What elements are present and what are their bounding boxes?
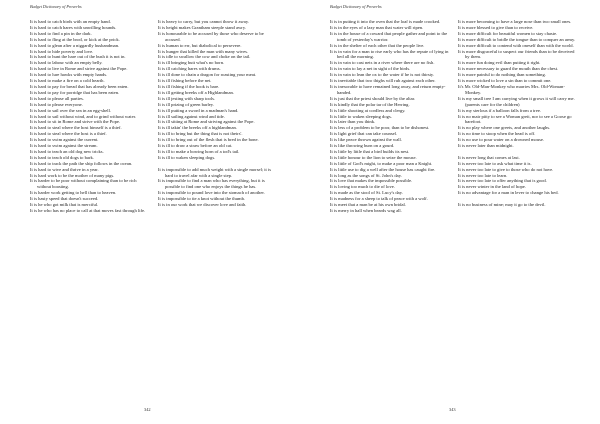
proverb-entry: It is my sterlous if a balloon falls from a tree.	[458, 107, 542, 113]
proverb-entry: It is honourable to be accused by those who deserve to be accused.	[158, 30, 264, 42]
proverb-entry: It is in vain to cast nets in a river where there are no fish.	[330, 60, 435, 66]
proverb-entry: It is no time to stoop when the head is off.	[458, 131, 536, 137]
proverb-entry: It is in our work that we discover love and faith.	[158, 202, 247, 208]
proverb-entry: It is hard to hunt the hare out of the bush it is not in.	[30, 54, 126, 60]
proverb-entry: It is hard to catch hares with unwilling hounds.	[30, 24, 117, 30]
proverb-entry: It is hard to glean after a niggardly husbandman.	[30, 42, 120, 48]
proverb-entry: It is ill to draw a straw before an old cat.	[158, 143, 233, 149]
page-number: 343	[449, 407, 456, 412]
proverb-entry: It is kindly that the polar tar of the Herring.	[330, 101, 410, 107]
proverb-entry: It is made as the stool of St. Lucy's day.	[330, 190, 403, 196]
proverb-entry: It is never too late to learn.	[458, 172, 508, 178]
proverb-entry: It is in the house of a coward that people gather and point to the tomb of yesterday's warrior.	[330, 30, 448, 42]
proverb-entry: It is loving too much to die of love.	[330, 184, 395, 190]
column-1	[330, 19, 450, 214]
proverb-entry: It is ill jesting with sharp tools.	[158, 95, 216, 101]
proverb-entry: It is hard to lure hawks with empty hands.	[30, 72, 108, 78]
proverb-entry: It is like peace thrown against the wall.	[330, 137, 402, 143]
proverb-entry: It is ill fishing before the net.	[158, 78, 212, 84]
proverb-entry: It is height makes Grantham steeple stand awry.	[158, 24, 246, 30]
proverb-entry: It is just that the priest should live by the altar.	[330, 95, 416, 101]
proverb-entry: It is hard to steal where the host himself is a thief.	[30, 125, 122, 131]
proverb-entry: It is more fun doing evil than putting it right.	[458, 60, 541, 66]
proverb-entry: It is long as the songs of St. John's day.	[330, 172, 402, 178]
proverb-entry: It is never long that comes at last.	[458, 154, 520, 160]
proverb-entry: It is hard to teach old dogs to bark.	[30, 154, 94, 160]
proverb-entry: It is hard to swim against the current.	[30, 137, 99, 143]
proverb-entry: It is ill catching hares with drums.	[158, 66, 221, 72]
proverb-entry: It is heavy to carry, but you cannot throw it away.	[158, 19, 249, 24]
proverb-entry: It is in the shelter of each other that the people live.	[330, 42, 425, 48]
proverb-entry: It is little of God's might, to make a poor man a Knight.	[330, 160, 433, 166]
right-page	[300, 0, 600, 424]
proverb-entry: It is in vain to lean the ox to the water if he is not thirsty.	[330, 72, 435, 78]
proverb-entry: It is impossible to pound love into the stomach of another.	[158, 190, 265, 196]
proverb-entry: It is hard to find a pin in the dark.	[30, 30, 92, 36]
proverb-entry: It is meet that a man be at his own bridal.	[330, 202, 406, 208]
proverb-entry: It is ill to bring but the thing that is not theirs'.	[158, 131, 243, 137]
proverb-entry: It is ill fishing if the hook is bare.	[158, 83, 220, 89]
proverb-entry: It is hard work to be the mother of many pigs.	[30, 172, 115, 178]
proverb-entry: It is hard to please everyone.	[30, 101, 83, 107]
proverb-entry: It is hard to wive and thrive in a year.	[30, 166, 99, 172]
proverb-entry: It is in vain for a man to rise early who has the repute of lying in bed all the morning.	[330, 48, 449, 60]
proverb-entry: It is never later than midnight.	[458, 143, 514, 149]
column-2	[458, 19, 578, 208]
proverb-entry: It is inevitable that two thighs will rub against each other.	[330, 78, 436, 84]
proverb-entry: It is little by little that a bird builds its nest.	[330, 148, 410, 154]
proverb-entry: It is ill getting breeks off a Highlandman.	[158, 89, 234, 95]
proverb-entry: It is no mair pitty to see a Woman greit, nor to see a Goose go barefoot.	[458, 113, 572, 125]
proverb-entry: It is more difficult for beautiful women to stay chaste.	[458, 30, 558, 36]
proverb-entry: It is no business of mine; may it go to the devil.	[458, 202, 546, 208]
proverb-entry: It is ill sitting at Rome and striving against the Pope.	[158, 119, 255, 125]
proverb-entry: It is more difficult to bridle the tongue than to conquer an army.	[458, 36, 576, 42]
proverb-entry: It is little use to dig a well after the house has caught fire.	[330, 166, 436, 172]
proverb-entry: It is little shooting at cordless and clergy.	[330, 107, 406, 113]
proverb-entry: It is inexorable to have remained long away, and return empty-handed.	[330, 83, 446, 95]
proverb-entry: It is hard to pay for bread that has already been eaten.	[30, 83, 129, 89]
running-header: Budget Dictionary of Proverbs	[330, 4, 382, 9]
proverb-entry: It is more necessary to guard the mouth than the chest.	[458, 66, 559, 72]
proverb-entry: It is ill prizing of green barley.	[158, 101, 214, 107]
proverb-entry: It is no play where one greets, and another laughs.	[458, 125, 551, 131]
proverb-entry: It is more blessed to give than to receive.	[458, 24, 534, 30]
proverb-entry: It is more painful to do nothing than something.	[458, 72, 546, 78]
proverb-entry: It is ill to waken sleeping dogs.	[158, 154, 216, 160]
proverb-entry: It is no use to pour water on a drowned mouse.	[458, 137, 545, 143]
proverb-entry: It is ill to make a bowing horn of a tod's tail.	[158, 148, 240, 154]
proverb-entry: It is light grief that can take counsel.	[330, 131, 398, 137]
proverb-entry: It is impossible to tie a knot without the thumb.	[158, 196, 246, 202]
proverb-entry: It is hard to sit in Rome and strive with the Pope.	[30, 119, 121, 125]
running-header: Budget Dictionary of Proverbs	[30, 4, 82, 9]
proverb-entry: It is impossible to add much weight with a single morsel; it is hard to travel afar with a single step.	[158, 166, 272, 178]
column-1	[30, 19, 150, 214]
proverb-entry: It is hard to live in Rome and strive against the Pope.	[30, 66, 128, 72]
proverb-entry: It is harder work getting to hell than to heaven.	[30, 190, 117, 196]
proverb-entry: It is in vain to lay a net in sight of the birds.	[330, 66, 411, 72]
proverb-entry: It is never too late to offer anything that is good.	[458, 178, 547, 184]
proverb-entry: It is never too late to give to those who do not have.	[458, 166, 554, 172]
proverb-entry: It is hard to hide poverty and love.	[30, 48, 94, 54]
proverb-entry: It is love that makes the impossible possible.	[330, 178, 413, 184]
proverb-entry: It is merry in hall when beards wag all.	[330, 208, 402, 213]
proverb-entry: It is he who has no place to call at that moves fast through life.	[30, 208, 146, 213]
proverb-entry: It is hard to track the path the ship follows in the ocean.	[30, 160, 133, 166]
proverb-entry: It is like throwing burn on a gourd.	[330, 143, 395, 149]
proverb-entry: It is never winter in the land of hope.	[458, 184, 526, 190]
proverb-entry: It is madness for a sheep to talk of peace with a wolf.	[330, 196, 428, 202]
proverb-entry: It is no advantage for a man in lever to change his bed.	[458, 190, 559, 196]
proverb-entry: It is more disgraceful to suspect our friends than to be deceived by them.	[458, 48, 575, 60]
proverb-entry: It is ill takin' the breeks off a highlandman.	[158, 125, 237, 131]
proverb-entry: It is my small tree I am carrying when it grows it will carry me. (parents care for the children)	[458, 95, 575, 107]
proverb-entry: It is idle to swallow the cow and choke on the tail.	[158, 54, 251, 60]
proverb-entry: It is hard to sail without wind, and to grind without water.	[30, 113, 137, 119]
proverb-entry: It is more difficult to contend with oneself than with the world.	[458, 42, 574, 48]
proverb-entry: It is hard to labour with an empty belly.	[30, 60, 103, 66]
proverb-entry: It is in putting it into the oven that the loaf is made crooked.	[330, 19, 441, 24]
proverb-entry: It is hard to fling at the brod, or kick at the prick.	[30, 36, 120, 42]
proverb-entry: It is in the eyes of a lazy man that water will ripen.	[330, 24, 424, 30]
proverb-entry: It is human to err, but diabolical to persevere.	[158, 42, 242, 48]
proverb-entry: It is harder to be poor without complaining than to be rich without boasting.	[30, 178, 137, 190]
proverb-entry: It is ill bringing butt what's no born.	[158, 60, 225, 66]
proverb-entry: It is impossible to find a man who has everything, but it is possible to find one who enjoys the things he has.	[158, 178, 265, 190]
proverb-entry: It is more wicked to love a sin than to commit one.	[458, 78, 552, 84]
proverb-entry: It is hard to steal where the host is a thief.	[30, 131, 107, 137]
proverb-entry: It is hard to swim against the stream.	[30, 143, 98, 149]
proverb-entry: It is more becoming to have a large nose than two small ones.	[458, 19, 572, 24]
proverb-entry: It is he who got milk that is merciful.	[30, 202, 99, 208]
proverb-entry: It is ill sailing against wind and tide.	[158, 113, 225, 119]
proverb-entry: It is little honour to the lion to seize the mouse.	[330, 154, 417, 160]
proverb-entry: It is ill to bring out of the flesh that is bred in the bone.	[158, 137, 259, 143]
page-number: 342	[144, 407, 151, 412]
proverb-entry: It is hard to catch birds with an empty hand.	[30, 19, 111, 24]
proverb-entry: It is hard to please all parties.	[30, 95, 84, 101]
proverb-entry: It is hasty speed that doesn't succeed.	[30, 196, 99, 202]
proverb-entry: It is little to waken sleeping dogs.	[330, 113, 392, 119]
proverb-entry: It is hard to sail over the sea in an egg-shell.	[30, 107, 112, 113]
proverb-entry: It is hunger that killed the man with many wives.	[158, 48, 249, 54]
proverb-entry: It's Mr. Old-Man-Monkey who marries Mrs. Old-Woman-Monkey.	[458, 83, 565, 95]
proverb-entry: It is later than you think.	[330, 119, 376, 125]
proverb-entry: It is never too late to ask what time it is.	[458, 160, 532, 166]
proverb-entry: It is ill done to chain a dragon for roasting your meat.	[158, 72, 257, 78]
proverb-entry: It is ill putting a sword in a madman's hand.	[158, 107, 239, 113]
proverb-entry: It is less of a problem to be poor, than to be dishonest.	[330, 125, 430, 131]
proverb-entry: It is hard to make a fire on a cold hearth.	[30, 78, 105, 84]
column-2	[158, 19, 278, 208]
proverb-entry: It is hard to teach an old dog new tricks.	[30, 148, 104, 154]
proverb-entry: It is hard to pay for porridge that has been eaten.	[30, 89, 120, 95]
